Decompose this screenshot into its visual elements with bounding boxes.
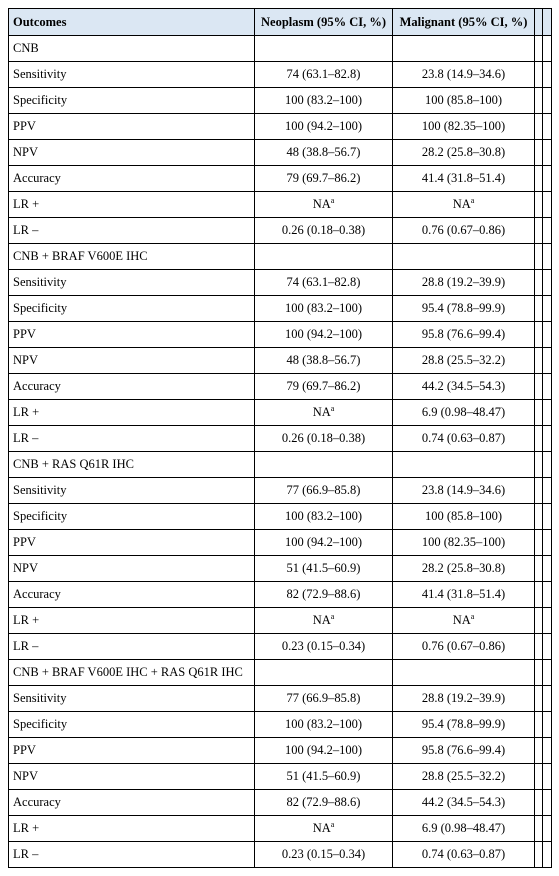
neoplasm-cell [255,36,393,62]
neoplasm-value: 74 (63.1–82.8) [286,275,361,289]
neoplasm-value: 100 (83.2–100) [284,301,363,315]
header-neoplasm: Neoplasm (95% CI, %) [255,9,393,36]
header-empty-2 [543,9,552,36]
table-row [9,556,552,582]
neoplasm-cell [255,400,393,426]
group-label: CNB [9,36,255,62]
footnote-marker: a [470,195,475,205]
footnote-marker: a [330,195,335,205]
table-row [9,62,552,88]
empty-cell [535,504,543,530]
empty-cell [535,816,543,842]
malignant-value: 23.8 (14.9–34.6) [421,483,506,497]
neoplasm-value: 74 (63.1–82.8) [286,67,361,81]
empty-cell [543,608,552,634]
neoplasm-value: 77 (66.9–85.8) [286,691,361,705]
outcome-label: NPV [9,348,255,374]
neoplasm-cell [255,426,393,452]
outcome-label: Sensitivity [9,270,255,296]
malignant-value: 28.2 (25.8–30.8) [421,145,506,159]
empty-cell [543,140,552,166]
table-row [9,192,552,218]
empty-cell [543,582,552,608]
outcome-label: LR – [9,218,255,244]
table-row [9,764,552,790]
malignant-value: NA [452,613,471,627]
table-row [9,790,552,816]
neoplasm-value: 79 (69.7–86.2) [286,171,361,185]
neoplasm-value: 77 (66.9–85.8) [286,483,361,497]
outcome-label: Accuracy [9,790,255,816]
empty-cell [535,452,543,478]
neoplasm-value: 48 (38.8–56.7) [286,353,361,367]
empty-cell [535,114,543,140]
neoplasm-cell [255,582,393,608]
table-header-row [9,9,552,36]
table-row [9,400,552,426]
table-row [9,738,552,764]
empty-cell [543,192,552,218]
results-table [8,8,552,868]
outcome-label: Specificity [9,712,255,738]
neoplasm-value: 0.26 (0.18–0.38) [281,431,366,445]
neoplasm-cell [255,556,393,582]
malignant-value: 28.8 (19.2–39.9) [421,691,506,705]
outcome-label: LR – [9,634,255,660]
malignant-value: 95.8 (76.6–99.4) [421,743,506,757]
outcome-label: Sensitivity [9,686,255,712]
malignant-cell [393,504,535,530]
table-row [9,842,552,868]
empty-cell [543,218,552,244]
empty-cell [535,218,543,244]
neoplasm-cell [255,374,393,400]
footnote-marker: a [330,611,335,621]
neoplasm-cell [255,218,393,244]
neoplasm-cell [255,244,393,270]
malignant-value: 100 (85.8–100) [424,509,503,523]
malignant-cell [393,114,535,140]
empty-cell [535,296,543,322]
neoplasm-cell [255,504,393,530]
malignant-cell [393,790,535,816]
empty-cell [543,322,552,348]
neoplasm-cell [255,712,393,738]
empty-cell [543,738,552,764]
empty-cell [535,660,543,686]
empty-cell [535,166,543,192]
group-row [9,660,552,686]
table-row [9,218,552,244]
empty-cell [543,816,552,842]
empty-cell [535,400,543,426]
empty-cell [543,764,552,790]
malignant-value: 0.76 (0.67–0.86) [421,223,506,237]
empty-cell [535,608,543,634]
malignant-value: 100 (85.8–100) [424,93,503,107]
malignant-value: 41.4 (31.8–51.4) [421,171,506,185]
neoplasm-cell [255,478,393,504]
malignant-cell [393,712,535,738]
neoplasm-value: 100 (94.2–100) [284,743,363,757]
empty-cell [535,88,543,114]
empty-cell [535,348,543,374]
empty-cell [535,842,543,868]
group-label: CNB + BRAF V600E IHC + RAS Q61R IHC [9,660,255,686]
malignant-cell [393,426,535,452]
table-row [9,634,552,660]
malignant-cell [393,582,535,608]
malignant-cell [393,452,535,478]
outcome-label: PPV [9,114,255,140]
table-row [9,114,552,140]
empty-cell [543,452,552,478]
neoplasm-cell [255,530,393,556]
empty-cell [543,686,552,712]
neoplasm-cell [255,192,393,218]
empty-cell [535,270,543,296]
group-row [9,36,552,62]
neoplasm-cell [255,140,393,166]
malignant-value: 28.8 (19.2–39.9) [421,275,506,289]
neoplasm-value: 100 (94.2–100) [284,535,363,549]
malignant-value: 28.2 (25.8–30.8) [421,561,506,575]
malignant-cell [393,530,535,556]
malignant-value: 95.8 (76.6–99.4) [421,327,506,341]
malignant-cell [393,88,535,114]
empty-cell [535,790,543,816]
empty-cell [535,192,543,218]
outcome-label: Specificity [9,296,255,322]
table-row [9,88,552,114]
neoplasm-value: 82 (72.9–88.6) [286,587,361,601]
empty-cell [535,426,543,452]
malignant-value: 95.4 (78.8–99.9) [421,301,506,315]
header-empty-1 [535,9,543,36]
neoplasm-cell [255,348,393,374]
neoplasm-cell [255,816,393,842]
malignant-cell [393,296,535,322]
table-row [9,582,552,608]
malignant-cell [393,608,535,634]
neoplasm-value: 0.23 (0.15–0.34) [281,639,366,653]
table-row [9,816,552,842]
malignant-cell [393,218,535,244]
table-row [9,426,552,452]
malignant-cell [393,686,535,712]
empty-cell [543,478,552,504]
empty-cell [543,842,552,868]
outcome-label: Sensitivity [9,62,255,88]
empty-cell [543,62,552,88]
table-row [9,322,552,348]
malignant-value: 41.4 (31.8–51.4) [421,587,506,601]
malignant-value: 44.2 (34.5–54.3) [421,795,506,809]
table-row [9,478,552,504]
neoplasm-value: 100 (94.2–100) [284,119,363,133]
neoplasm-value: NA [312,613,331,627]
empty-cell [535,36,543,62]
malignant-value: 6.9 (0.98–48.47) [421,821,506,835]
neoplasm-cell [255,790,393,816]
group-label: CNB + RAS Q61R IHC [9,452,255,478]
malignant-cell [393,400,535,426]
neoplasm-cell [255,634,393,660]
outcome-label: LR + [9,816,255,842]
malignant-value: 100 (82.35–100) [421,535,506,549]
malignant-value: 95.4 (78.8–99.9) [421,717,506,731]
malignant-value: 0.74 (0.63–0.87) [421,431,506,445]
empty-cell [543,530,552,556]
empty-cell [535,634,543,660]
neoplasm-cell [255,166,393,192]
empty-cell [543,400,552,426]
outcome-label: PPV [9,530,255,556]
malignant-value: 100 (82.35–100) [421,119,506,133]
header-outcomes: Outcomes [9,9,255,36]
empty-cell [543,634,552,660]
neoplasm-value: 51 (41.5–60.9) [286,561,361,575]
footnote-marker: a [330,819,335,829]
neoplasm-cell [255,842,393,868]
malignant-value: 6.9 (0.98–48.47) [421,405,506,419]
malignant-cell [393,166,535,192]
malignant-cell [393,478,535,504]
table-row [9,712,552,738]
malignant-cell [393,556,535,582]
empty-cell [543,556,552,582]
malignant-cell [393,660,535,686]
table-row [9,140,552,166]
empty-cell [535,764,543,790]
malignant-cell [393,842,535,868]
empty-cell [543,348,552,374]
neoplasm-value: 82 (72.9–88.6) [286,795,361,809]
malignant-value: 0.74 (0.63–0.87) [421,847,506,861]
empty-cell [535,322,543,348]
empty-cell [543,166,552,192]
neoplasm-cell [255,452,393,478]
malignant-cell [393,764,535,790]
empty-cell [543,36,552,62]
footnote-marker: a [330,403,335,413]
malignant-cell [393,634,535,660]
neoplasm-cell [255,114,393,140]
empty-cell [543,504,552,530]
neoplasm-cell [255,270,393,296]
neoplasm-value: 100 (94.2–100) [284,327,363,341]
neoplasm-cell [255,686,393,712]
empty-cell [535,738,543,764]
table-row [9,348,552,374]
empty-cell [535,686,543,712]
empty-cell [543,296,552,322]
neoplasm-value: 79 (69.7–86.2) [286,379,361,393]
empty-cell [535,530,543,556]
outcome-label: PPV [9,738,255,764]
empty-cell [543,790,552,816]
outcome-label: NPV [9,764,255,790]
table-row [9,608,552,634]
table-row [9,166,552,192]
outcome-label: Accuracy [9,166,255,192]
outcome-label: NPV [9,140,255,166]
neoplasm-value: 51 (41.5–60.9) [286,769,361,783]
malignant-value: 0.76 (0.67–0.86) [421,639,506,653]
malignant-cell [393,374,535,400]
empty-cell [543,114,552,140]
neoplasm-value: NA [312,197,331,211]
malignant-value: 28.8 (25.5–32.2) [421,769,506,783]
neoplasm-cell [255,608,393,634]
table-row [9,686,552,712]
outcome-label: LR + [9,608,255,634]
neoplasm-value: NA [312,405,331,419]
outcome-label: NPV [9,556,255,582]
outcome-label: Specificity [9,504,255,530]
malignant-cell [393,270,535,296]
malignant-value: 28.8 (25.5–32.2) [421,353,506,367]
empty-cell [543,270,552,296]
malignant-cell [393,62,535,88]
empty-cell [543,712,552,738]
malignant-cell [393,244,535,270]
neoplasm-cell [255,660,393,686]
empty-cell [535,712,543,738]
neoplasm-value: 100 (83.2–100) [284,717,363,731]
malignant-cell [393,816,535,842]
empty-cell [535,478,543,504]
neoplasm-value: 100 (83.2–100) [284,93,363,107]
group-row [9,244,552,270]
outcome-label: Accuracy [9,374,255,400]
table-body [9,36,552,868]
neoplasm-value: 48 (38.8–56.7) [286,145,361,159]
outcome-label: LR + [9,192,255,218]
table-row [9,296,552,322]
neoplasm-value: 0.26 (0.18–0.38) [281,223,366,237]
neoplasm-value: 100 (83.2–100) [284,509,363,523]
empty-cell [535,374,543,400]
results-table-container [8,8,551,868]
empty-cell [543,88,552,114]
empty-cell [543,660,552,686]
neoplasm-value: 0.23 (0.15–0.34) [281,847,366,861]
outcome-label: LR – [9,842,255,868]
malignant-cell [393,348,535,374]
group-row [9,452,552,478]
group-label: CNB + BRAF V600E IHC [9,244,255,270]
neoplasm-cell [255,738,393,764]
malignant-value: NA [452,197,471,211]
empty-cell [535,244,543,270]
malignant-value: 44.2 (34.5–54.3) [421,379,506,393]
malignant-value: 23.8 (14.9–34.6) [421,67,506,81]
neoplasm-cell [255,88,393,114]
outcome-label: PPV [9,322,255,348]
empty-cell [543,244,552,270]
footnote-marker: a [470,611,475,621]
neoplasm-value: NA [312,821,331,835]
table-row [9,530,552,556]
table-row [9,270,552,296]
table-row [9,374,552,400]
table-row [9,504,552,530]
malignant-cell [393,322,535,348]
malignant-cell [393,192,535,218]
outcome-label: Sensitivity [9,478,255,504]
empty-cell [535,582,543,608]
empty-cell [543,374,552,400]
empty-cell [543,426,552,452]
outcome-label: Specificity [9,88,255,114]
outcome-label: LR – [9,426,255,452]
header-malignant: Malignant (95% CI, %) [393,9,535,36]
empty-cell [535,556,543,582]
neoplasm-cell [255,322,393,348]
malignant-cell [393,36,535,62]
empty-cell [535,140,543,166]
malignant-cell [393,738,535,764]
outcome-label: Accuracy [9,582,255,608]
neoplasm-cell [255,296,393,322]
malignant-cell [393,140,535,166]
empty-cell [535,62,543,88]
outcome-label: LR + [9,400,255,426]
neoplasm-cell [255,62,393,88]
neoplasm-cell [255,764,393,790]
